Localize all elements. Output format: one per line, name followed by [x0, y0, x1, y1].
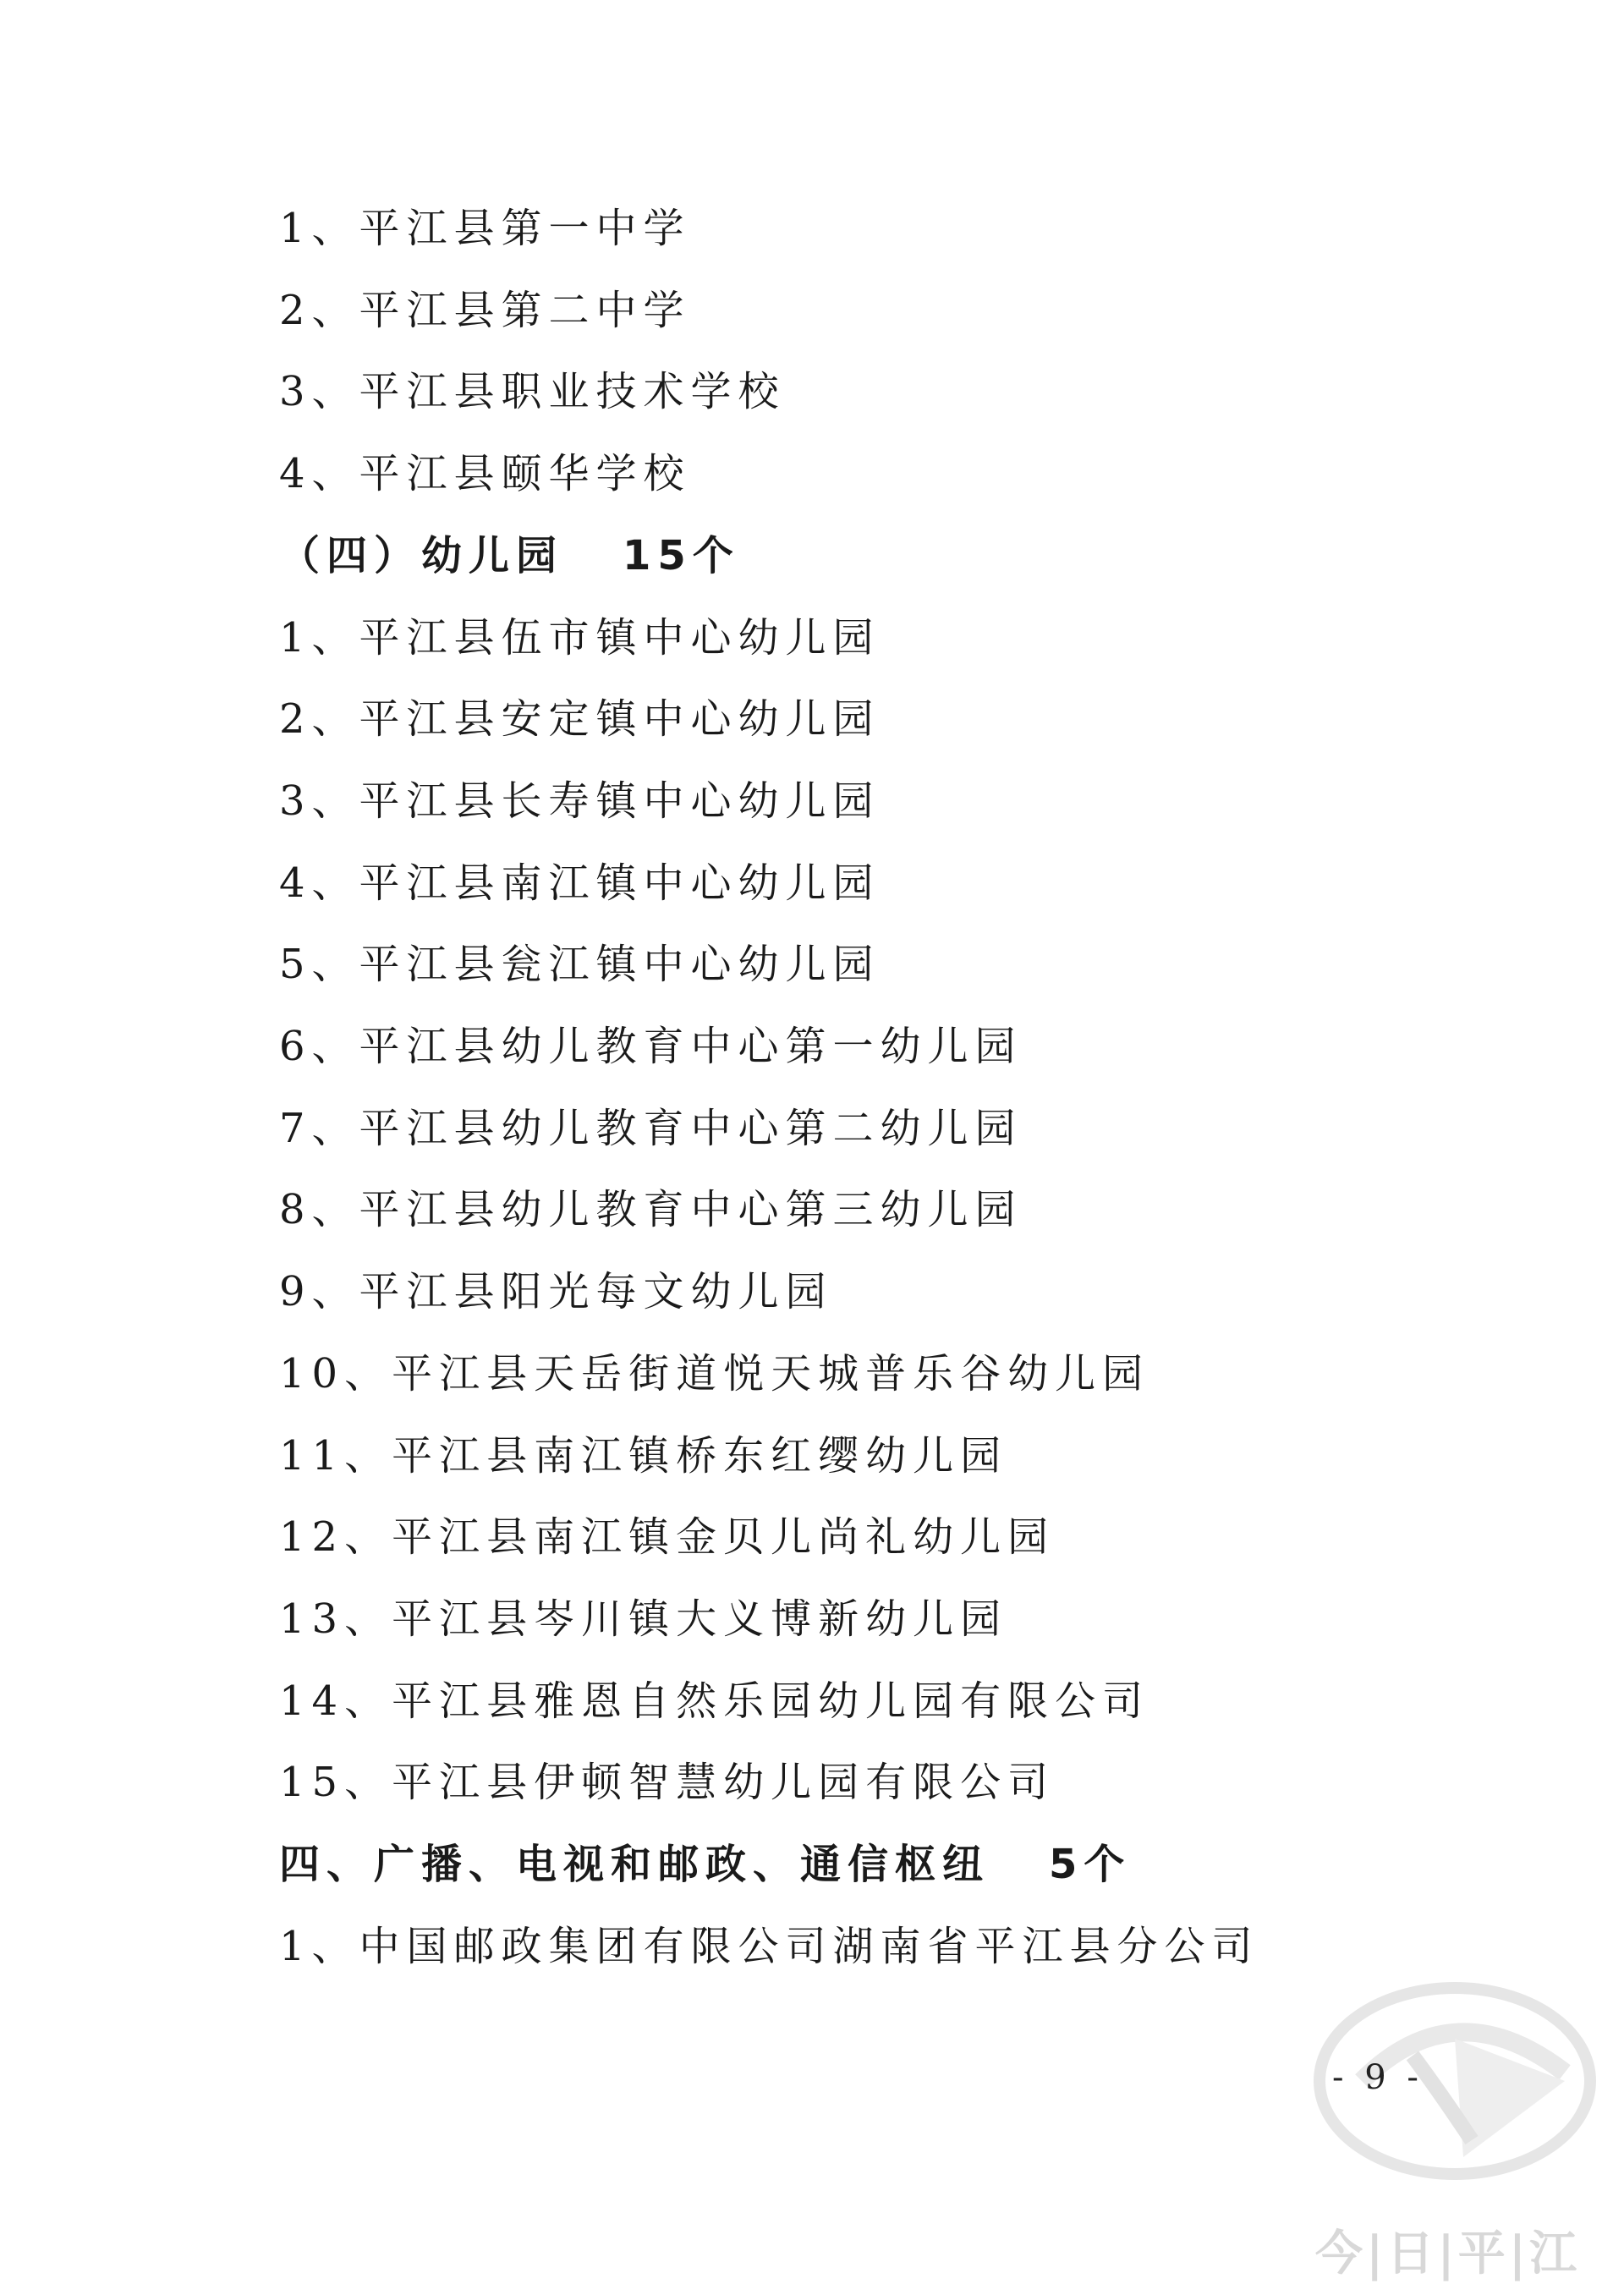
list-item-text: 12、平江县南江镇金贝儿尚礼幼儿园: [279, 1513, 1056, 1562]
list-item-text: 8、平江县幼儿教育中心第三幼儿园: [279, 1186, 1023, 1234]
watermark-logo-icon: [1311, 1971, 1599, 2276]
list-item-text: 1、平江县第一中学: [279, 205, 691, 252]
list-item: [279, 1594, 1007, 1644]
list-item: [279, 1021, 1023, 1072]
list-item-text: 7、平江县幼儿教育中心第二幼儿园: [279, 1104, 1023, 1152]
list-item: [279, 285, 691, 336]
list-item-text: 4、平江县颐华学校: [279, 450, 691, 498]
list-item-text: 6、平江县幼儿教育中心第一幼儿园: [279, 1023, 1023, 1070]
list-item-text: 13、平江县岑川镇大义博新幼儿园: [279, 1595, 1008, 1643]
list-item: [279, 1184, 1023, 1235]
list-item-text: 2、平江县安定镇中心幼儿园: [279, 695, 881, 744]
list-item-text: 3、平江县长寿镇中心幼儿园: [279, 777, 881, 825]
list-item-text: 11、平江县南江镇桥东红缨幼儿园: [279, 1431, 1008, 1480]
page-number: - 9 -: [1332, 2058, 1424, 2097]
list-item: [279, 1266, 833, 1317]
list-item: [279, 366, 786, 417]
list-item: [279, 612, 881, 663]
list-item: [279, 1676, 1149, 1727]
list-item-text: 9、平江县阳光每文幼儿园: [279, 1268, 833, 1316]
list-item-text: 2、平江县第二中学: [279, 286, 691, 334]
watermark-text: 今|日|平|江: [1315, 2226, 1581, 2281]
section-heading-count: 5个: [1049, 1841, 1132, 1888]
list-item-text: 15、平江县伊顿智慧幼儿园有限公司: [279, 1759, 1056, 1807]
list-item: [279, 776, 881, 826]
list-item: [279, 858, 881, 909]
list-item: [279, 939, 881, 990]
section-heading-count: 15个: [623, 531, 740, 579]
list-item-text: 3、平江县职业技术学校: [279, 368, 786, 416]
list-item: [279, 1921, 1259, 1972]
list-item: [279, 448, 691, 499]
list-item-text: 1、平江县伍市镇中心幼儿园: [279, 613, 881, 662]
list-item: [279, 1757, 1055, 1808]
section-heading: [279, 1839, 1131, 1890]
list-item-text: 4、平江县南江镇中心幼儿园: [279, 859, 881, 907]
list-item: [279, 1348, 1149, 1399]
section-heading-title: （四）幼儿园: [279, 531, 564, 579]
section-heading: [279, 530, 740, 581]
list-item-text: 1、中国邮政集团有限公司湖南省平江县分公司: [279, 1922, 1259, 1970]
list-item: [279, 1103, 1023, 1154]
list-item-text: 5、平江县瓮江镇中心幼儿园: [279, 941, 881, 989]
list-item-text: 10、平江县天岳街道悦天城普乐谷幼儿园: [279, 1349, 1150, 1397]
list-item: [279, 1512, 1055, 1562]
list-item: [279, 694, 881, 744]
list-item-text: 14、平江县雅恩自然乐园幼儿园有限公司: [279, 1677, 1150, 1725]
list-item: [279, 203, 691, 254]
list-item: [279, 1430, 1007, 1481]
section-heading-title: 四、广播、电视和邮政、通信枢纽: [279, 1841, 990, 1888]
